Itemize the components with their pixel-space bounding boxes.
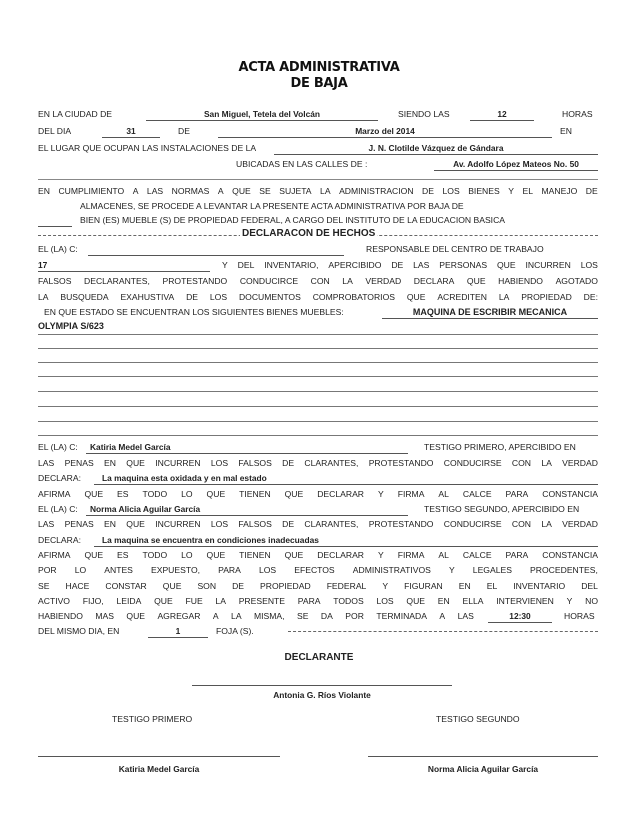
word: LEIDA (116, 596, 142, 606)
center-value[interactable]: 17 (38, 260, 48, 270)
word: QUE (206, 550, 226, 560)
word: Y (448, 565, 455, 575)
witness1-declares-value[interactable]: La maquina esta oxidada y en mal estado (102, 473, 267, 483)
word: DECLARA (413, 276, 455, 286)
witness1-declares-label: DECLARA: (38, 473, 81, 483)
word: SUJETA (279, 186, 312, 196)
word: INTERVIENEN (496, 596, 554, 606)
word: SE (259, 186, 271, 196)
word: SE (38, 581, 50, 591)
word: AL (438, 550, 449, 560)
city-value[interactable]: San Miguel, Tetela del Volcán (203, 109, 321, 119)
word: EFECTOS (294, 565, 335, 575)
word: PROTESTANDO (162, 276, 228, 286)
responsible-line (38, 243, 598, 256)
word: BUSQUEDA (60, 292, 109, 302)
word: LA (498, 292, 510, 302)
word: A (212, 611, 219, 621)
word: DEL (237, 260, 255, 270)
goods-value-2[interactable]: OLYMPIA S/623 (38, 321, 104, 331)
word: LAS (38, 519, 55, 529)
word: PARA (505, 550, 529, 560)
word: CALCE (462, 489, 492, 499)
word: A (132, 186, 139, 196)
word: FALSOS (238, 458, 272, 468)
witness2-label: EL (LA) C: (38, 504, 78, 514)
day-value[interactable]: 31 (126, 126, 136, 136)
word: QUE (84, 550, 104, 560)
word: INVENTARIO, (264, 260, 319, 270)
word: FIGURAN (404, 581, 443, 591)
word: POR (345, 611, 364, 621)
witness2-heading: TESTIGO SEGUNDO (436, 714, 520, 724)
word: ES (117, 550, 129, 560)
word: MANEJO (541, 186, 578, 196)
word: HABIENDO (38, 611, 83, 621)
word: ADMINISTRACION (339, 186, 414, 196)
witness1-label: EL (LA) C: (38, 442, 78, 452)
word: HACE (65, 581, 90, 591)
witness1-penalty (38, 457, 598, 470)
word: QUE (466, 276, 486, 286)
closing-line-2 (38, 580, 598, 593)
time-label: SIENDO LAS (398, 109, 450, 119)
word: LA (342, 276, 353, 286)
word: PROPIEDAD (521, 292, 572, 302)
streets-line (38, 158, 598, 171)
word: TIENEN (239, 489, 271, 499)
word: ACTIVO (38, 596, 70, 606)
word: INCURREN (155, 458, 201, 468)
streets-label: UBICADAS EN LAS CALLES DE : (236, 159, 368, 169)
word: NO (585, 596, 598, 606)
witness2-declares-value[interactable]: La maquina se encuentra en condiciones inadecuadas (102, 535, 319, 545)
word: MISMA, (254, 611, 285, 621)
time-value[interactable]: 12 (497, 109, 507, 119)
word: FALSOS (38, 276, 72, 286)
word: Y (378, 489, 384, 499)
word: QUE (406, 596, 426, 606)
word: TIENEN (239, 550, 271, 560)
declarant-heading: DECLARANTE (284, 652, 354, 663)
witness1-role: TESTIGO PRIMERO, APERCIBIDO EN (424, 442, 576, 452)
witness2-line (38, 503, 598, 516)
word: LAS (457, 611, 474, 621)
word: POR (38, 565, 57, 575)
word: CONDUCIRSE (443, 458, 502, 468)
of-label: DE (178, 126, 190, 136)
word: QUE (232, 186, 251, 196)
word: Y (222, 260, 228, 270)
same-day-label: DEL MISMO DIA, EN (38, 626, 120, 636)
word: CONSTAR (105, 581, 147, 591)
word: LAS (413, 260, 430, 270)
word: DE (186, 292, 199, 302)
word: AL (438, 489, 449, 499)
place-value[interactable]: J. N. Clotilde Vázquez de Gándara (368, 143, 504, 153)
word: FIRMA (397, 489, 425, 499)
intro-line-1 (38, 185, 598, 198)
word: QUE (206, 489, 226, 499)
word: HABIENDO (498, 276, 543, 286)
goods-label: EN QUE ESTADO SE ENCUENTRAN LOS SIGUIENTES BIENES MUEBLES: (44, 307, 344, 317)
month-value[interactable]: Marzo del 2014 (355, 126, 415, 136)
hours-label: HORAS (562, 109, 593, 119)
word: LA (231, 611, 242, 621)
word: AFIRMA (38, 550, 71, 560)
witness2-declares-label: DECLARA: (38, 535, 81, 545)
header-rule (38, 179, 598, 180)
word: EXPUESTO, (150, 565, 201, 575)
word: CON (511, 458, 531, 468)
word: DE (282, 458, 295, 468)
word: APERCIBIDO (328, 260, 382, 270)
word: PARA (218, 565, 241, 575)
word: LO (181, 489, 193, 499)
word: QUE (84, 489, 104, 499)
word: Y (508, 186, 514, 196)
word: LOS (580, 260, 598, 270)
word: DOCUMENTOS (238, 292, 301, 302)
word: DA (320, 611, 333, 621)
city-label: EN LA CIUDAD DE (38, 109, 113, 119)
word: PROPIEDAD (260, 581, 311, 591)
word: EN (38, 186, 50, 196)
word: CONSTANCIA (542, 489, 598, 499)
goods-rule-4 (38, 376, 598, 377)
word: LA (541, 519, 552, 529)
declarant-signature-line[interactable] (192, 685, 452, 686)
word: LOS (210, 519, 229, 529)
word: Y (382, 581, 389, 591)
word: A (439, 611, 446, 621)
word: DE (391, 260, 404, 270)
word: EL (522, 186, 533, 196)
word: FALSOS (238, 519, 272, 529)
city-line (38, 108, 598, 121)
word: CLARANTES, (304, 458, 359, 468)
place-label: EL LUGAR QUE OCUPAN LAS INSTALACIONES DE LA (38, 143, 257, 153)
word: FIJO, (82, 596, 104, 606)
goods-line (38, 306, 598, 319)
word: TODO (142, 489, 168, 499)
word: LOS (376, 596, 394, 606)
word: FEDERAL (326, 581, 367, 591)
false-declarants-line (38, 275, 598, 288)
doc-title: ACTA ADMINISTRATIVA (238, 60, 400, 75)
word: LEGALES (472, 565, 512, 575)
goods-rule-8 (38, 435, 598, 436)
word: PARA (297, 596, 321, 606)
word: NORMAS (171, 186, 210, 196)
word: Y (566, 596, 573, 606)
witness1-declares (38, 472, 598, 485)
word: FUE (185, 596, 203, 606)
word: AGREGAR (157, 611, 201, 621)
word: PRESENTE (238, 596, 286, 606)
responsible-underline[interactable] (88, 255, 344, 256)
word: PENAS (64, 519, 94, 529)
word: QUE (126, 519, 145, 529)
word: LAS (38, 458, 55, 468)
word: PARA (505, 489, 529, 499)
word: QUE (284, 489, 304, 499)
word: DE: (583, 292, 598, 302)
word: EN (458, 581, 471, 591)
word: QUE (154, 596, 173, 606)
word: A (217, 186, 224, 196)
end-time-line (38, 610, 598, 623)
pages-value[interactable]: 1 (175, 626, 181, 636)
word: DECLARAR (317, 489, 365, 499)
goods-rule-6 (38, 406, 598, 407)
word: BIENES (468, 186, 500, 196)
word: SE (297, 611, 309, 621)
word: EXAHUSTIVA (120, 292, 175, 302)
word: TODOS (333, 596, 364, 606)
witness2-signature-name: Norma Alicia Aguilar García (427, 764, 539, 774)
word: INCURREN (155, 519, 201, 529)
witness2-signature-line[interactable] (368, 756, 598, 757)
word: LOS (442, 186, 460, 196)
goods-rule-2 (38, 348, 598, 349)
word: INVENTARIO (513, 581, 566, 591)
word: CONDUCIRCE (239, 276, 299, 286)
intro-line-2: ALMACENES, SE PROCEDE A LEVANTAR LA PRESENTE ACTA ADMINISTRATIVA POR BAJA DE (80, 201, 464, 211)
witness2-declares (38, 534, 598, 547)
word: EN (104, 458, 116, 468)
word: DE (585, 186, 598, 196)
word: VERDAD (562, 458, 598, 468)
witness1-line (38, 441, 598, 454)
word: QUE (126, 458, 145, 468)
word: TODO (142, 550, 168, 560)
declarant-name: Antonia G. Ríos Violante (273, 690, 371, 700)
word: CON (511, 519, 531, 529)
word: FIRMA (397, 550, 425, 560)
day-label: DEL DIA (38, 126, 72, 136)
end-time-value[interactable]: 12:30 (509, 611, 531, 621)
word: CONDUCIRSE (443, 519, 502, 529)
witness1-heading: TESTIGO PRIMERO (112, 714, 193, 724)
center-underline (38, 271, 210, 272)
word: CONSTANCIA (542, 550, 598, 560)
word: QUE (162, 581, 182, 591)
word: EN (437, 596, 450, 606)
word: ELLA (462, 596, 484, 606)
goods-line-2 (38, 320, 598, 333)
word: CALCE (462, 550, 492, 560)
witness2-penalty (38, 518, 598, 531)
word: LA (38, 292, 49, 302)
word: LOS (258, 565, 277, 575)
word: LA (541, 458, 552, 468)
inventory-line (222, 259, 598, 272)
pages-label: FOJA (S). (216, 626, 254, 636)
streets-value[interactable]: Av. Adolfo López Mateos No. 50 (453, 159, 579, 169)
word: QUE (284, 550, 304, 560)
word: VERDAD (365, 276, 402, 286)
word: EL (486, 581, 498, 591)
intro-blank-underline (38, 226, 72, 227)
word: DECLARANTES, (84, 276, 150, 286)
witness1-name[interactable]: Katiria Medel García (90, 442, 171, 452)
word: CUMPLIMIENTO (58, 186, 125, 196)
word: PROCEDENTES, (530, 565, 598, 575)
word: AGOTADO (555, 276, 598, 286)
goods-rule-3 (38, 362, 598, 363)
word: CLARANTES, (304, 519, 359, 529)
word: ADMINISTRATIVOS (352, 565, 431, 575)
word: EN (104, 519, 116, 529)
word: ACREDITEN (437, 292, 487, 302)
witness2-role: TESTIGO SEGUNDO, APERCIBIDO EN (424, 504, 580, 514)
word: MAS (95, 611, 114, 621)
word: PROTESTANDO (368, 519, 434, 529)
word: DECLARAR (317, 550, 365, 560)
place-line (38, 142, 598, 155)
closing-line-1 (38, 564, 598, 577)
word: AFIRMA (38, 489, 71, 499)
word: LO (181, 550, 193, 560)
closing-line-3 (38, 595, 598, 608)
witness1-signature-line[interactable] (38, 756, 280, 757)
word: DEL (581, 581, 598, 591)
word: DE (282, 519, 295, 529)
word: QUE (126, 611, 146, 621)
word: LO (74, 565, 87, 575)
witness2-affirm (38, 549, 598, 562)
word: PENAS (64, 458, 94, 468)
intro-line-3: BIEN (ES) MUEBLE (S) DE PROPIEDAD FEDERAL, A CARGO DEL INSTITUTO DE LA EDUCACION BASICA (80, 215, 506, 225)
in-label: EN (560, 126, 572, 136)
word: TERMINADA (376, 611, 427, 621)
goods-rule-7 (38, 421, 598, 422)
date-line (38, 125, 598, 138)
goods-rule-1 (38, 334, 598, 335)
word: CON (310, 276, 330, 286)
word: SON (197, 581, 217, 591)
word: COMPROBATORIOS (312, 292, 395, 302)
word: LA (320, 186, 331, 196)
word: QUE (406, 292, 426, 302)
word: VERDAD (562, 519, 598, 529)
goods-value[interactable]: MAQUINA DE ESCRIBIR MECANICA (412, 307, 568, 317)
word: ES (117, 489, 129, 499)
responsible-label: EL (LA) C: (38, 244, 78, 254)
word: INCURREN (525, 260, 571, 270)
search-line (38, 291, 598, 304)
word: LA (215, 596, 226, 606)
word: ANTES (104, 565, 133, 575)
word: QUE (496, 260, 516, 270)
witness1-affirm (38, 488, 598, 501)
goods-rule-5 (38, 391, 598, 392)
end-hours-label: HORAS (564, 611, 595, 621)
word: DE (232, 581, 245, 591)
facts-heading: DECLARACON DE HECHOS (242, 228, 376, 239)
word: LAS (146, 186, 164, 196)
witness2-name[interactable]: Norma Alicia Aguilar García (90, 504, 201, 514)
word: DE (422, 186, 434, 196)
word: PROTESTANDO (368, 458, 434, 468)
responsible-suffix: RESPONSABLE DEL CENTRO DE TRABAJO (366, 244, 544, 254)
word: Y (378, 550, 384, 560)
witness1-signature-name: Katiria Medel García (118, 764, 200, 774)
word: LOS (210, 458, 229, 468)
doc-subtitle: DE BAJA (290, 76, 348, 91)
word: PERSONAS (439, 260, 488, 270)
closing-dashed-rule (288, 631, 598, 632)
word: LOS (209, 292, 228, 302)
